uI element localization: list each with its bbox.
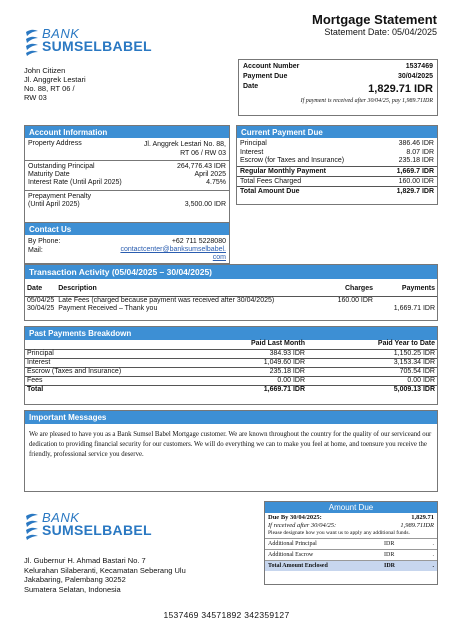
additional-principal-input[interactable]: . (432, 541, 434, 547)
txn-desc: Late Fees (charged because payment was received after 30/04/2025) (56, 296, 315, 305)
additional-escrow-input[interactable]: . (432, 552, 434, 558)
past-label: Interest (25, 358, 227, 367)
interest-rate-label: Interest Rate (Until April 2025) (28, 179, 122, 186)
maturity-value: April 2025 (194, 171, 226, 178)
table-row (25, 358, 437, 367)
past-label: Escrow (Taxes and Insurance) (25, 367, 227, 376)
past-last: 235.18 IDR (227, 367, 307, 376)
table-row (25, 305, 437, 314)
bank-address-1: Jl. Gubernur H. Ahmad Bastari No. 7 (24, 556, 146, 565)
phone-number[interactable]: +62 711 5228080 (171, 238, 226, 245)
outstanding-label: Outstanding Principal (28, 163, 95, 170)
txn-charges: 160.00 IDR (315, 296, 375, 305)
logo-name-text: SUMSELBABEL (42, 38, 152, 54)
col-paid-last-month: Paid Last Month (250, 340, 305, 347)
additional-escrow-label: Additional Escrow (268, 552, 314, 558)
prepayment-label-1: Prepayment Penalty (28, 193, 92, 200)
payment-due-label: Payment Due (243, 73, 288, 80)
table-row (25, 367, 437, 376)
due-principal-label: Principal (240, 140, 267, 147)
customer-address (24, 66, 86, 102)
outstanding-value: 264,776.43 IDR (176, 163, 226, 170)
bank-address (24, 556, 186, 594)
customer-addr-3: RW 03 (24, 93, 47, 102)
important-messages-section (24, 410, 438, 492)
footer-code: 1537469 34571892 342359127 (163, 610, 290, 620)
contact-email-2: com (212, 254, 226, 261)
customer-addr-1: Jl. Anggrek Lestari (24, 75, 86, 84)
due-interest-label: Interest (240, 148, 264, 156)
prepayment-value: 3,500.00 IDR (184, 201, 226, 208)
txn-payments: 1,669.71 IDR (393, 305, 435, 312)
txn-date: 05/04/25 (27, 296, 55, 304)
due-escrow-value: 235.18 IDR (398, 157, 434, 164)
txn-date: 30/04/25 (27, 305, 55, 312)
customer-name: John Citizen (24, 66, 66, 75)
past-total-ytd: 5,009.13 IDR (307, 385, 437, 394)
past-total-last: 1,669.71 IDR (227, 385, 307, 394)
past-last: 0.00 IDR (227, 376, 307, 385)
past-payments-table (25, 340, 437, 394)
logo-bank-text: BANK (42, 510, 80, 525)
coupon-note: Please designate how you want us to apply any additional funds. (268, 530, 410, 536)
col-payments: Payments (401, 285, 435, 292)
date-label: Date (243, 83, 259, 90)
coupon-due-by-value: 1,829.71 (411, 514, 434, 521)
col-paid-ytd: Paid Year to Date (377, 340, 435, 347)
additional-principal-label: Additional Principal (268, 541, 317, 547)
total-due-label: Total Amount Due (240, 187, 300, 195)
maturity-label: Maturity Date (28, 171, 70, 178)
regular-payment-label: Regular Monthly Payment (240, 167, 326, 175)
logo-name-text: SUMSELBABEL (42, 522, 152, 538)
past-last: 1,049.60 IDR (227, 358, 307, 367)
bank-address-3: Jakabaring, Palembang 30252 (24, 575, 126, 584)
phone-label: By Phone: (28, 238, 61, 245)
coupon-after-value: 1,989.71IDR (400, 522, 434, 529)
txn-payments (375, 296, 437, 305)
past-total-label: Total (25, 385, 227, 394)
idr-label: IDR (384, 563, 396, 569)
txn-desc: Payment Received – Thank you (58, 305, 158, 312)
past-payments-header: Past Payments Breakdown (25, 327, 437, 340)
past-ytd: 705.54 IDR (307, 367, 437, 376)
contact-section (24, 222, 230, 264)
transaction-table-header (25, 285, 437, 296)
bank-address-2: Kelurahan Silaberanti, Kecamatan Seberang Ulu (24, 565, 186, 575)
past-table-header (25, 340, 437, 349)
property-address-label: Property Address (28, 140, 82, 147)
past-ytd: 0.00 IDR (307, 376, 437, 385)
total-enclosed-label: Total Amount Enclosed (268, 563, 328, 569)
logo-wave-icon (24, 512, 40, 540)
contact-email-1: contactcenter@banksumselbabel. (120, 246, 226, 253)
statement-date: Statement Date: 05/04/2025 (324, 27, 437, 37)
account-information-section (24, 125, 230, 224)
contact-header: Contact Us (25, 223, 229, 235)
due-interest-value: 8.07 IDR (406, 148, 434, 156)
important-messages-header: Important Messages (25, 411, 437, 424)
col-description: Description (58, 285, 97, 292)
late-payment-note: If payment is received after 30/04/25, pay 1,989.71IDR (300, 98, 433, 104)
regular-payment-value: 1,669.7 IDR (396, 167, 434, 175)
account-number-label: Account Number (243, 63, 300, 70)
transaction-activity-section (24, 264, 438, 321)
col-charges: Charges (344, 285, 373, 292)
due-escrow-label: Escrow (for Taxes and Insurance) (240, 157, 345, 164)
past-last: 384.93 IDR (227, 349, 307, 358)
account-number: 1537469 (405, 63, 433, 70)
table-row (25, 385, 437, 394)
table-row (25, 376, 437, 385)
payment-due: 30/04/2025 (397, 73, 433, 80)
current-payment-due-section (236, 125, 438, 205)
idr-label: IDR (384, 541, 395, 547)
fees-label: Total Fees Charged (240, 177, 302, 185)
account-summary-box (238, 59, 438, 116)
table-row (25, 349, 437, 358)
coupon-header: Amount Due (265, 502, 437, 513)
prepayment-label-2: (Until April 2025) (28, 201, 80, 208)
account-information-header: Account Information (25, 126, 229, 138)
mail-label: Mail: (28, 247, 43, 254)
past-label: Fees (25, 376, 227, 385)
amount-due-coupon (264, 501, 438, 585)
property-address-1: Jl. Anggrek Lestari No. 88, (143, 141, 226, 148)
logo-wave-icon (24, 28, 40, 56)
coupon-due-by-label: Due By 30/04/2025: (268, 514, 322, 521)
past-ytd: 1,150.25 IDR (307, 349, 437, 358)
coupon-after-label: If received after 30/04/25: (268, 522, 337, 529)
customer-addr-2: No. 88, RT 06 / (24, 84, 75, 93)
due-principal-value: 386.46 IDR (398, 140, 434, 147)
total-due-value: 1,829.7 IDR (396, 187, 434, 195)
amount-due: 1,829.71 IDR (368, 83, 433, 95)
important-messages-body: We are pleased to have you as a Bank Sumsel Babel Mortgage customer. We are known throughout the country for the quality of our serviceand our dedication to providing financial security for our customers. We will do everything we can to make you feel at home, and toensure you receive the friendly, professional service you deserve. (29, 431, 432, 458)
txn-charges (315, 305, 375, 314)
transaction-header: Transaction Activity (05/04/2025 – 30/04/2025) (25, 265, 437, 279)
fees-value: 160.00 IDR (398, 177, 434, 185)
transaction-table (25, 285, 437, 314)
col-date: Date (27, 285, 43, 292)
interest-rate-value: 4.75% (206, 179, 226, 186)
page-title: Mortgage Statement (312, 12, 437, 27)
total-enclosed-input[interactable]: . (432, 563, 434, 569)
past-ytd: 3,153.34 IDR (307, 358, 437, 367)
bank-address-4: Sumatera Selatan, Indonesia (24, 584, 121, 594)
logo-bank-text: BANK (42, 26, 80, 41)
table-row (25, 296, 437, 305)
past-label: Principal (25, 349, 227, 358)
idr-label: IDR (384, 552, 395, 558)
past-payments-section (24, 326, 438, 405)
property-address-2: RT 06 / RW 03 (180, 150, 226, 157)
current-payment-due-header: Current Payment Due (237, 126, 437, 138)
contact-email-link[interactable] (120, 246, 226, 262)
